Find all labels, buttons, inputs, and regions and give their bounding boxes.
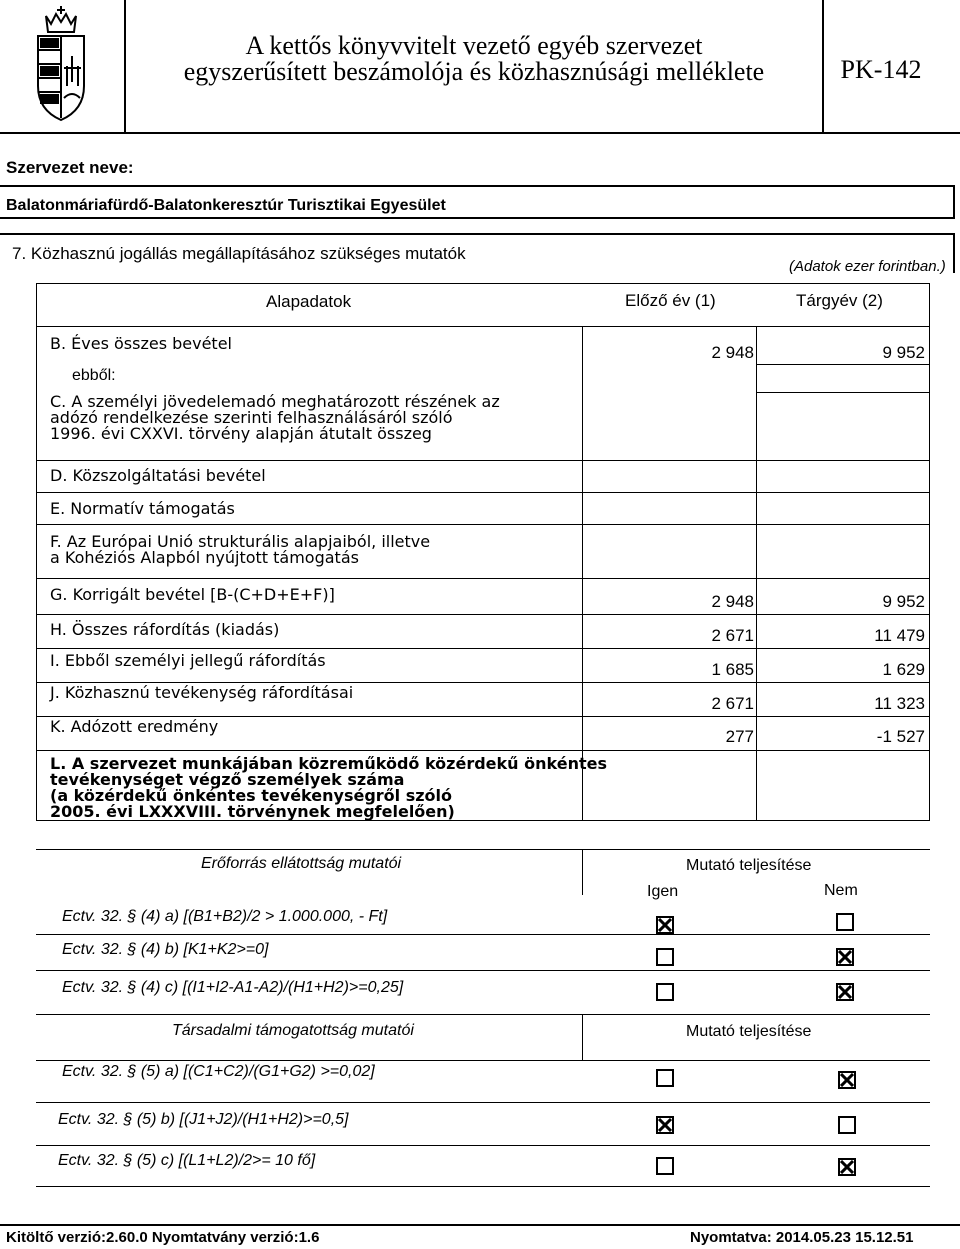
resource-item-b-label: Ectv. 32. § (4) b) [K1+K2>=0] <box>62 941 269 958</box>
row-d-label: D. Közszolgáltatási bevétel <box>50 466 266 485</box>
row-k-label: K. Adózott eredmény <box>50 717 219 736</box>
social-b-yes-checkbox[interactable] <box>656 1116 674 1134</box>
row-l-label: L. A szervezet munkájában közreműködő közérdekű önkéntes tevékenységet végző személyek száma (a közérdekű önkéntes tevékenységről szóló 2005. évi LXXXVIII. törvénynek megfelelően) <box>50 754 607 821</box>
logo-box <box>0 0 126 132</box>
row-b-curr: 9 952 <box>882 343 925 362</box>
social-item-c-label: Ectv. 32. § (5) c) [(L1+L2)/2>= 10 fő] <box>58 1152 316 1169</box>
form-code: PK-142 <box>840 55 922 84</box>
row-k-curr: -1 527 <box>876 727 925 746</box>
yes-header: Igen <box>647 883 679 900</box>
col-divider-label <box>582 326 583 821</box>
resource-title: Erőforrás ellátottság mutatói <box>201 855 402 872</box>
resource-a-yes-checkbox[interactable] <box>656 916 674 934</box>
social-b-no-checkbox[interactable] <box>838 1116 856 1134</box>
check-mark-icon <box>840 1073 854 1087</box>
social-item-b-label: Ectv. 32. § (5) b) [(J1+J2)/(H1+H2)>=0,5] <box>58 1111 349 1128</box>
form-title-line1: A kettős könyvvitelt vezető egyéb szervezet <box>245 31 703 60</box>
row-k-prev: 277 <box>725 727 754 746</box>
row-i-label: I. Ebből személyi jellegű ráfordítás <box>50 651 326 670</box>
check-mark-icon <box>840 1160 854 1174</box>
row-j-prev: 2 671 <box>711 694 754 713</box>
unit-note: (Adatok ezer forintban.) <box>789 258 946 275</box>
resource-c-yes-checkbox[interactable] <box>656 983 674 1001</box>
social-title: Társadalmi támogatottság mutatói <box>172 1022 414 1039</box>
row-j-label: J. Közhasznú tevékenység ráfordításai <box>50 683 354 702</box>
resource-b-yes-checkbox[interactable] <box>656 948 674 966</box>
social-result-header: Mutató teljesítése <box>686 1023 812 1040</box>
col-divider-values <box>756 326 757 821</box>
social-c-yes-checkbox[interactable] <box>656 1157 674 1175</box>
resource-item-a-label: Ectv. 32. § (4) a) [(B1+B2)/2 > 1.000.000, - Ft] <box>62 908 388 925</box>
row-c-label: C. A személyi jövedelemadó meghatározott részének az adózó rendelkezése szerinti felhasználásáról szóló 1996. évi CXXVI. törvény alapján átutalt összeg <box>50 392 500 443</box>
resource-item-c-label: Ectv. 32. § (4) c) [(I1+I2-A1-A2)/(H1+H2)>=0,25] <box>62 979 404 996</box>
resource-b-no-checkbox[interactable] <box>836 948 854 966</box>
row-e-label: E. Normatív támogatás <box>50 499 235 518</box>
row-h-label: H. Összes ráfordítás (kiadás) <box>50 620 280 639</box>
row-h-curr: 11 479 <box>874 626 925 645</box>
social-c-no-checkbox[interactable] <box>838 1158 856 1176</box>
coat-of-arms-icon <box>26 6 96 126</box>
check-mark-icon <box>838 985 852 999</box>
col-header-prev: Előző év (1) <box>625 291 716 310</box>
check-mark-icon <box>838 950 852 964</box>
row-i-prev: 1 685 <box>711 660 754 679</box>
row-g-curr: 9 952 <box>882 592 925 611</box>
org-name-label: Szervezet neve: <box>6 158 134 177</box>
no-header: Nem <box>824 882 858 899</box>
row-g-prev: 2 948 <box>711 592 754 611</box>
col-header-base: Alapadatok <box>266 292 352 311</box>
row-g-label: G. Korrigált bevétel [B-(C+D+E+F)] <box>50 585 335 604</box>
resource-c-no-checkbox[interactable] <box>836 983 854 1001</box>
resource-a-no-checkbox[interactable] <box>836 913 854 931</box>
resource-result-header: Mutató teljesítése <box>686 857 812 874</box>
row-h-prev: 2 671 <box>711 626 754 645</box>
footer-version: Kitöltő verzió:2.60.0 Nyomtatvány verzió:1.6 <box>6 1229 320 1246</box>
social-a-no-checkbox[interactable] <box>838 1071 856 1089</box>
check-mark-icon <box>658 918 672 932</box>
row-j-curr: 11 323 <box>874 694 925 713</box>
row-f-label: F. Az Európai Unió strukturális alapjaiból, illetve a Kohéziós Alapból nyújtott támogatás <box>50 532 431 567</box>
row-i-curr: 1 629 <box>882 660 925 679</box>
social-a-yes-checkbox[interactable] <box>656 1069 674 1087</box>
resource-section <box>36 849 930 1025</box>
footer-printed: Nyomtatva: 2014.05.23 15.12.51 <box>690 1229 914 1246</box>
check-mark-icon <box>658 1118 672 1132</box>
col-header-curr: Tárgyév (2) <box>796 291 883 310</box>
row-b-label: B. Éves összes bevétel <box>50 334 232 353</box>
form-header <box>0 0 960 134</box>
form-title-line2: egyszerűsített beszámolója és közhasznúsági melléklete <box>183 57 765 86</box>
row-b-prev: 2 948 <box>711 343 754 362</box>
section-title: 7. Közhasznú jogállás megállapításához szükséges mutatók <box>12 244 466 263</box>
org-name-value: Balatonmáriafürdő-Balatonkeresztúr Turisztikai Egyesület <box>6 197 446 214</box>
social-item-a-label: Ectv. 32. § (5) a) [(C1+C2)/(G1+G2) >=0,02] <box>62 1063 375 1080</box>
row-of-which-label: ebből: <box>72 367 116 384</box>
